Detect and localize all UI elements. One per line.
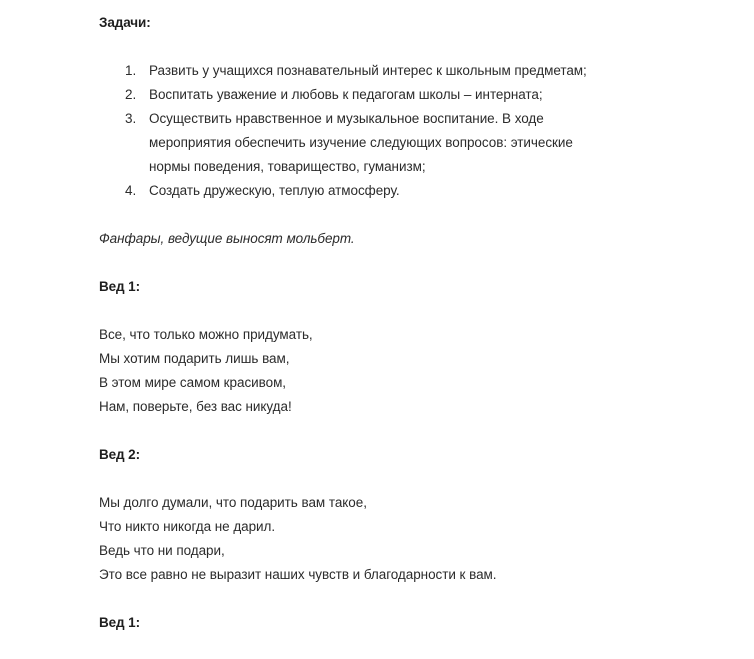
list-item-text: [149, 179, 719, 203]
list-item-line: Воспитать уважение и любовь к педагогам школы – интерната;: [149, 87, 543, 102]
list-item-number: 4.: [125, 183, 137, 198]
list-item: [99, 107, 719, 179]
list-item: [99, 59, 719, 83]
blank-line-after-tasks-list: [99, 203, 719, 227]
blank-line-after-verse-1: [99, 419, 719, 443]
verse-line: Все, что только можно придумать,: [99, 327, 313, 342]
blank-line-after-speaker-3: [99, 635, 719, 659]
list-item-line: Развить у учащихся познавательный интерес к школьным предметам;: [149, 63, 587, 78]
verse-block-1: [99, 323, 719, 419]
verse-line: Мы долго думали, что подарить вам такое,: [99, 495, 367, 510]
stage-direction: Фанфары, ведущие выносят мольберт.: [99, 231, 355, 246]
list-item-text: [149, 83, 719, 107]
tasks-list: [99, 59, 719, 203]
verse-line: Нам, поверьте, без вас никуда!: [99, 399, 292, 414]
speaker-heading-ved-1-second: Вед 1:: [99, 615, 140, 630]
verse-line: Мы хотим подарить лишь вам,: [99, 351, 290, 366]
document-body: [99, 11, 719, 659]
speaker-heading-ved-2: Вед 2:: [99, 447, 140, 462]
blank-line-after-speaker-1: [99, 299, 719, 323]
list-item-number: 1.: [125, 63, 137, 78]
blank-line-after-verse-2: [99, 587, 719, 611]
tasks-heading: Задачи:: [99, 15, 151, 30]
list-item-number: 3.: [125, 111, 137, 126]
verse-line: Это все равно не выразит наших чувств и благодарности к вам.: [99, 567, 497, 582]
blank-line-after-tasks-heading: [99, 35, 719, 59]
blank-line-after-speaker-2: [99, 467, 719, 491]
verse-line: Ведь что ни подари,: [99, 543, 225, 558]
list-item-number: 2.: [125, 87, 137, 102]
list-item-text: [149, 107, 719, 179]
verse-block-2: [99, 491, 719, 587]
list-item: [99, 179, 719, 203]
list-item-line: мероприятия обеспечить изучение следующих вопросов: этические: [149, 135, 573, 150]
list-item: [99, 83, 719, 107]
verse-line: В этом мире самом красивом,: [99, 375, 287, 390]
blank-line-after-stage-direction: [99, 251, 719, 275]
list-item-line: нормы поведения, товарищество, гуманизм;: [149, 159, 426, 174]
list-item-text: [149, 59, 719, 83]
verse-line: Что никто никогда не дарил.: [99, 519, 276, 534]
list-item-line: Создать дружескую, теплую атмосферу.: [149, 183, 400, 198]
speaker-heading-ved-1-first: Вед 1:: [99, 279, 140, 294]
list-item-line: Осуществить нравственное и музыкальное воспитание. В ходе: [149, 111, 544, 126]
